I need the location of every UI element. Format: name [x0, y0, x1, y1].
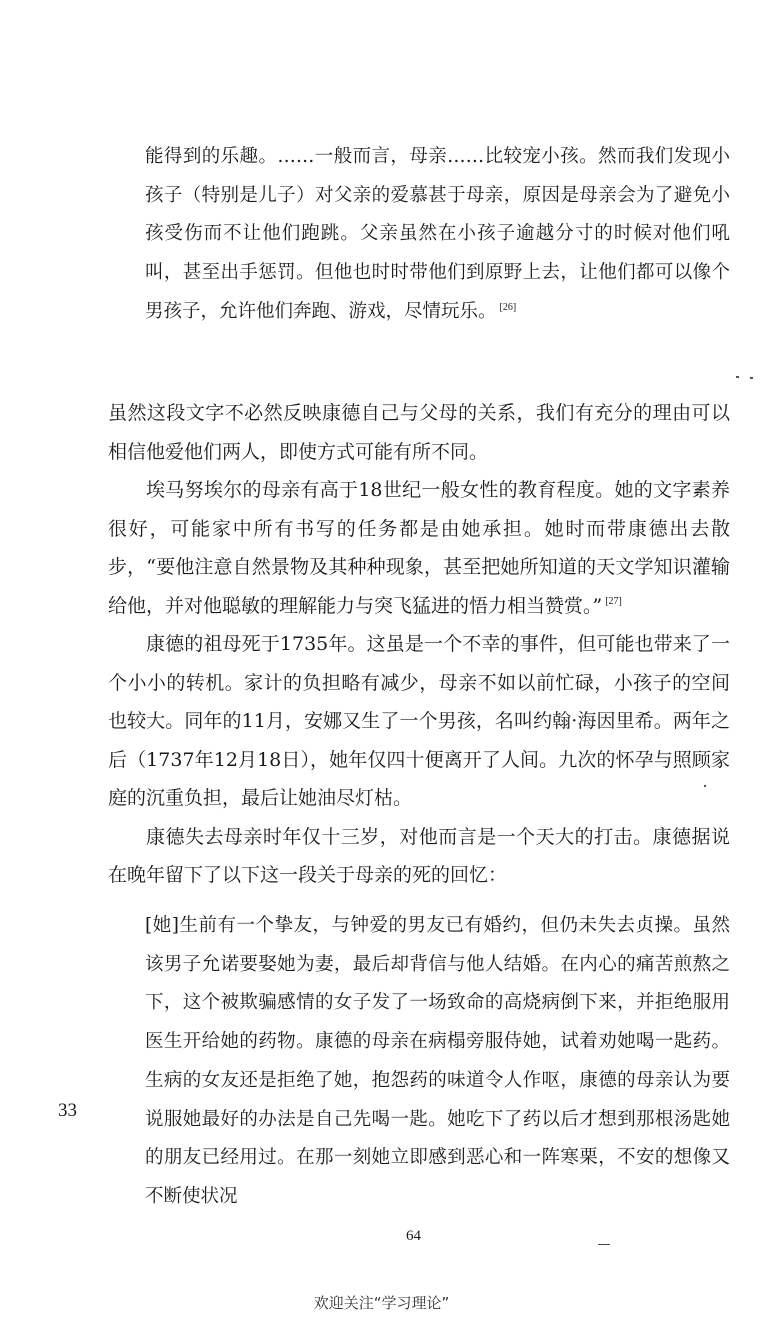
margin-page-number: 33: [58, 1100, 77, 1121]
page-number: 64: [406, 1228, 421, 1244]
paragraph-3: [108, 625, 730, 818]
block-quote-1: [145, 138, 730, 332]
footnote-ref-27[interactable]: [27]: [605, 596, 622, 608]
block-quote-2: [145, 907, 730, 1217]
scan-speck: [704, 785, 706, 787]
paragraph-4: [108, 818, 730, 895]
quote-2-text: [她]生前有一个挚友，与钟爱的男友已有婚约，但仍未失去贞操。虽然该男子允诺要娶她为妻，最后却背信与他人结婚。在内心的痛苦煎熬之下，这个被欺骗感情的女子发了一场致命的高烧病倒下来，并拒绝服用医生开给她的药物。康德的母亲在病榻旁服侍她，试着劝她喝一匙药。生病的女友还是拒绝了她，抱怨药的味道令人作呕，康德的母亲认为要说服她最好的办法是自己先喝一匙。她吃下了药以后才想到那根汤匙她的朋友已经用过。在那一刻她立即感到恶心和一阵寒栗，不安的想像又不断使状况: [145, 915, 730, 1207]
scan-speck: [750, 377, 753, 379]
quote-1-text: 能得到的乐趣。……一般而言，母亲……比较宠小孩。然而我们发现小孩子（特别是儿子）对父亲的爱慕甚于母亲，原因是母亲会为了避免小孩受伤而不让他们跑跳。父亲虽然在小孩子逾越分寸的时候对他们吼叫，甚至出手惩罚。但他也时时带他们到原野上去，让他们都可以像个男孩子，允许他们奔跑、游戏，尽情玩乐。: [145, 146, 730, 322]
paragraph-1: [108, 394, 730, 471]
paragraph-4-text: 康德失去母亲时年仅十三岁，对他而言是一个天大的打击。康德据说在晚年留下了以下这一段关于母亲的死的回忆：: [108, 825, 730, 886]
footnote-ref-26[interactable]: [26]: [499, 301, 517, 313]
scan-dash-mark: [598, 1244, 610, 1245]
paragraph-2-text: 埃马努埃尔的母亲有高于18世纪一般女性的教育程度。她的文字素养很好，可能家中所有书写的任务都是由她承担。她时而带康德出去散步，“要他注意自然景物及其种种现象，甚至把她所知道的天文学知识灌输给他，并对他聪敏的理解能力与突飞猛进的悟力相当赞赏。”: [108, 479, 730, 617]
body-text: [108, 394, 730, 895]
paragraph-3-text: 康德的祖母死于1735年。这虽是一个不幸的事件，但可能也带来了一个小小的转机。家计的负担略有减少，母亲不如以前忙碌，小孩子的空间也较大。同年的11月，安娜又生了一个男孩，名叫约翰·海因里希。两年之后（1737年12月18日），她年仅四十便离开了人间。九次的怀孕与照顾家庭的沉重负担，最后让她油尽灯枯。: [108, 633, 730, 809]
paragraph-2: [108, 471, 730, 625]
footer-note: 欢迎关注“学习理论”: [313, 1294, 450, 1312]
scan-speck: [736, 376, 739, 378]
paragraph-1-text: 虽然这段文字不必然反映康德自己与父母的关系，我们有充分的理由可以相信他爱他们两人，即使方式可能有所不同。: [108, 402, 730, 463]
